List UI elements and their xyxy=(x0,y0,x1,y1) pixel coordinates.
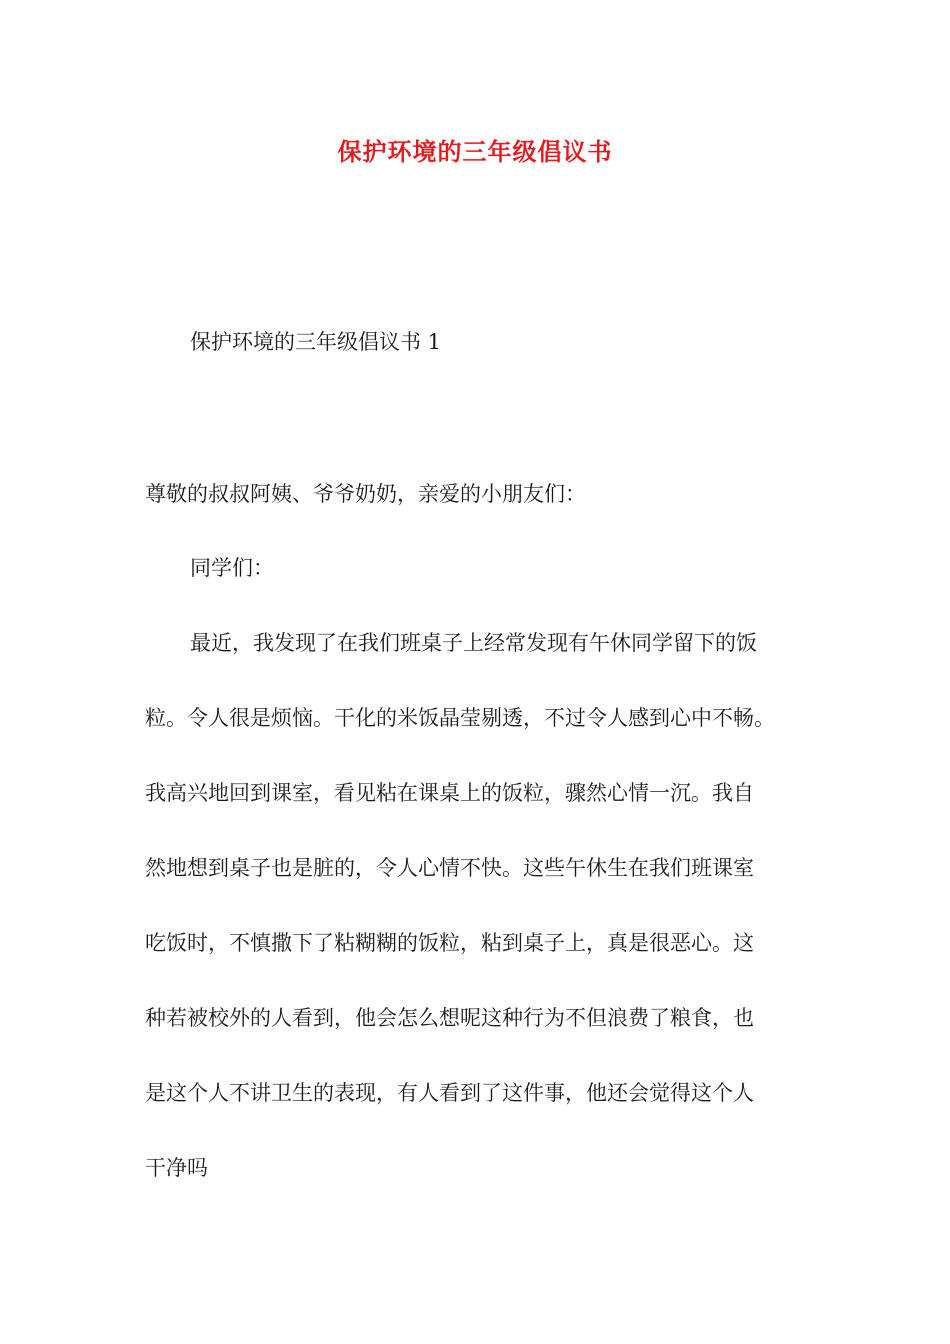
body-line: 最近，我发现了在我们班桌子上经常发现有午休同学留下的饭 xyxy=(190,631,757,655)
body-line: 然地想到桌子也是脏的，令人心情不快。这些午休生在我们班课室 xyxy=(145,856,754,880)
salutation: 尊敬的叔叔阿姨、爷爷奶奶，亲爱的小朋友们： xyxy=(145,482,586,506)
body-line: 干净吗 xyxy=(145,1156,208,1180)
body-line: 是这个人不讲卫生的表现，有人看到了这件事，他还会觉得这个人 xyxy=(145,1081,754,1105)
greeting: 同学们： xyxy=(190,556,274,580)
body-line: 粒。令人很是烦恼。干化的米饭晶莹剔透，不过令人感到心中不畅。 xyxy=(145,706,775,730)
body-line: 种若被校外的人看到，他会怎么想呢这种行为不但浪费了粮食，也 xyxy=(145,1006,754,1030)
document-title: 保护环境的三年级倡议书 xyxy=(337,137,613,166)
section-heading: 保护环境的三年级倡议书 1 xyxy=(190,330,442,354)
body-line: 我高兴地回到课室，看见粘在课桌上的饭粒，骤然心情一沉。我自 xyxy=(145,781,754,805)
body-line: 吃饭时，不慎撒下了粘糊糊的饭粒，粘到桌子上，真是很恶心。这 xyxy=(145,931,754,955)
